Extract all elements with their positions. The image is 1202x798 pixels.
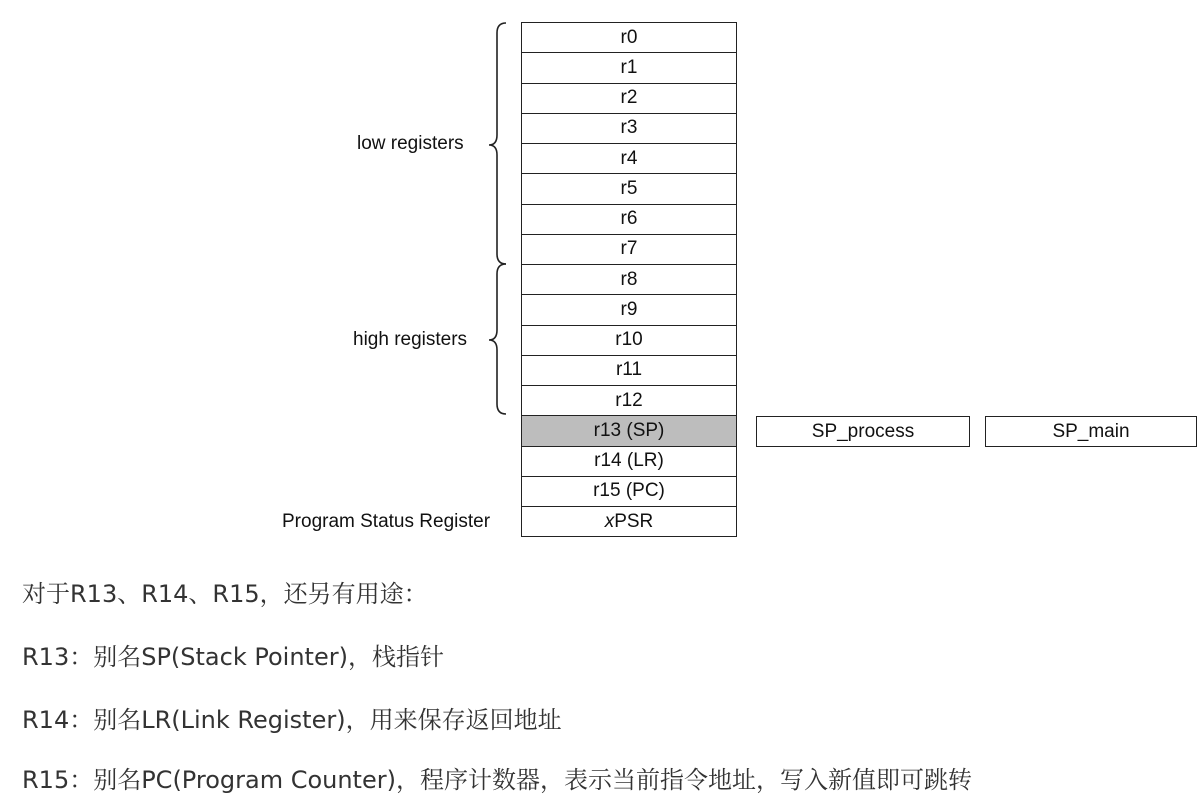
program-status-register-label: Program Status Register [282,511,491,532]
register-label: r13 (SP) [593,419,665,441]
note-r13: R13：别名SP(Stack Pointer)，栈指针 [22,643,444,671]
note-r14: R14：别名LR(Link Register)，用来保存返回地址 [22,706,562,734]
xpsr-prefix: x [604,510,615,532]
register-label: r5 [620,177,638,199]
register-label: r15 (PC) [593,480,665,502]
register-label: r0 [620,26,638,48]
register-label: r9 [620,298,638,320]
high-registers-label: high registers [353,329,468,350]
note-r15: R15：别名PC(Program Counter)，程序计数器，表示当前指令地址，写入新值即可跳转 [22,766,972,794]
low-registers-label: low registers [357,133,464,154]
sp-process-box: SP_process [756,416,970,447]
register-label: r3 [620,117,638,139]
sp-main-box: SP_main [985,416,1197,447]
high-registers-brace [489,264,506,414]
xpsr-suffix: PSR [614,510,654,532]
register-label: r4 [620,147,638,169]
register-label: r7 [620,238,638,260]
register-label: r6 [620,208,638,230]
register-label: r10 [615,329,643,351]
register-label: r14 (LR) [594,450,664,472]
register-label: r2 [620,87,638,109]
register-label: r12 [615,389,643,411]
register-label: r8 [620,268,638,290]
low-registers-brace [489,23,506,264]
register-label: r11 [615,359,643,381]
register-label: r1 [620,56,638,78]
note-intro: 对于R13、R14、R15，还另有用途： [22,580,428,608]
